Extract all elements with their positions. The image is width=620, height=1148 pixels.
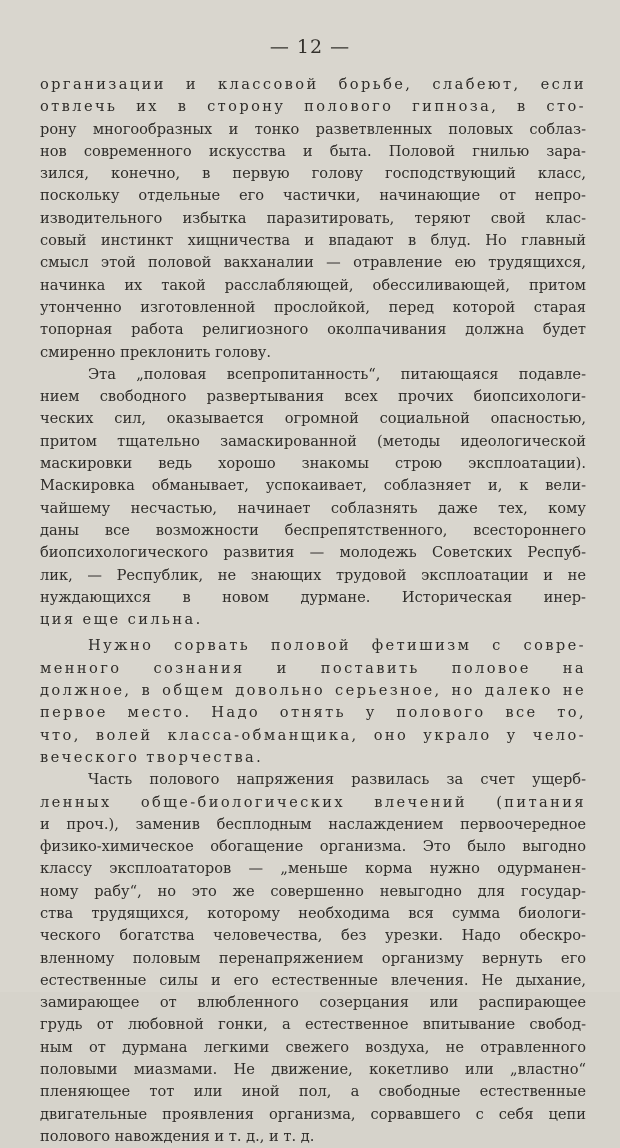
paragraph-2 xyxy=(40,364,586,632)
page-text xyxy=(40,74,586,1148)
text-line: смысл этой половой вакханалии — отравление ею трудящихся, xyxy=(40,254,586,272)
text-line: физико-химическое обогащение организма. Это было выгодно xyxy=(40,838,586,856)
text-line: менного сознания и поставить половое на xyxy=(40,659,586,677)
text-line: нуждающихся в новом дурмане. Историческая инер- xyxy=(40,588,586,606)
text-line: утонченно изготовленной прослойкой, перед которой старая xyxy=(40,298,586,316)
text-line: Маскировка обманывает, успокаивает, соблазняет и, к вели- xyxy=(40,477,586,495)
text-line: Часть полового напряжения развилась за счет ущерб- xyxy=(88,771,586,789)
text-line: грудь от любовной гонки, а естественное впитывание свобод- xyxy=(40,1016,586,1034)
text-line: топорная работа религиозного околпачивания должна будет xyxy=(40,321,586,339)
text-line: и проч.), заменив бесплодным наслаждением первоочередное xyxy=(40,815,586,833)
text-line: Эта „половая всепропитанность“, питающаяся подавле- xyxy=(88,365,586,383)
text-line: ческих сил, оказывается огромной социальной опасностью, xyxy=(40,410,586,428)
paragraph-4 xyxy=(40,769,586,1148)
text-line: Нужно сорвать половой фетишизм с совре- xyxy=(88,637,586,655)
text-line: ция еще сильна. xyxy=(40,611,203,629)
text-line: ческого богатства человечества, без урезки. Надо обескро- xyxy=(40,927,586,945)
text-line: изводительного избытка паразитировать, теряют свой клас- xyxy=(40,209,586,227)
text-line: отвлечь их в сторону полового гипноза, в сто- xyxy=(40,98,586,116)
text-line: рону многообразных и тонко разветвленных половых соблаз- xyxy=(40,120,586,138)
text-line: двигательные проявления организма, сорвавшего с себя цепи xyxy=(40,1105,586,1123)
text-line: биопсихологического развития — молодежь Советских Респуб- xyxy=(40,544,586,562)
text-line: классу эксплоататоров — „меньше корма нужно одурманен- xyxy=(40,860,586,878)
text-line: притом тщательно замаскированной (методы идеологической xyxy=(40,432,586,450)
text-line: ства трудящихся, которому необходима вся сумма биологи- xyxy=(40,904,586,922)
text-line: естественные силы и его естественные влечения. Не дыхание, xyxy=(40,971,586,989)
text-line: ному рабу“, но это же совершенно невыгодно для государ- xyxy=(40,882,586,900)
text-line: даны все возможности беспрепятственного, всестороннего xyxy=(40,521,586,539)
text-line: замирающее от влюбленного созерцания или распирающее xyxy=(40,994,586,1012)
paragraph-1 xyxy=(40,74,586,364)
text-line: половыми миазмами. Не движение, кокетливо или „властно“ xyxy=(40,1061,586,1079)
text-line: первое место. Надо отнять у полового все то, xyxy=(40,704,586,722)
text-line: нов современного искусства и быта. Половой гнилью зара- xyxy=(40,142,586,160)
paragraph-3 xyxy=(40,635,586,769)
text-line: поскольку отдельные его частички, начинающие от непро- xyxy=(40,187,586,205)
page-number: — 12 — xyxy=(269,36,351,58)
text-line: ным от дурмана легкими свежего воздуха, не отравленного xyxy=(40,1038,586,1056)
text-line: нием свободного развертывания всех прочих биопсихологи- xyxy=(40,388,586,406)
text-line: лик, — Республик, не знающих трудовой эксплоатации и не xyxy=(40,566,586,584)
text-line: ленных обще-биологических влечений (питания xyxy=(40,793,586,811)
text-line: пленяющее тот или иной пол, а свободные естественные xyxy=(40,1083,586,1101)
text-line: смиренно преклонить голову. xyxy=(40,343,272,361)
text-line: чайшему несчастью, начинает соблазнять даже тех, кому xyxy=(40,499,586,517)
text-line: веческого творчества. xyxy=(40,748,264,766)
text-line: что, волей класса-обманщика, оно украло у чело- xyxy=(40,726,586,744)
text-line: совый инстинкт хищничества и впадают в блуд. Но главный xyxy=(40,232,586,250)
text-line: должное, в общем довольно серьезное, но далеко не xyxy=(40,682,586,700)
text-line: начинка их такой расслабляющей, обессиливающей, притом xyxy=(40,276,586,294)
text-line: полового навождения и т. д., и т. д. xyxy=(40,1127,315,1145)
text-line: вленному половым перенапряжением организму вернуть его xyxy=(40,949,586,967)
text-line: маскировки ведь хорошо знакомы строю эксплоатации). xyxy=(40,455,586,473)
text-line: организации и классовой борьбе, слабеют, если xyxy=(40,76,586,93)
text-line: зился, конечно, в первую голову господствующий класс, xyxy=(40,165,586,183)
